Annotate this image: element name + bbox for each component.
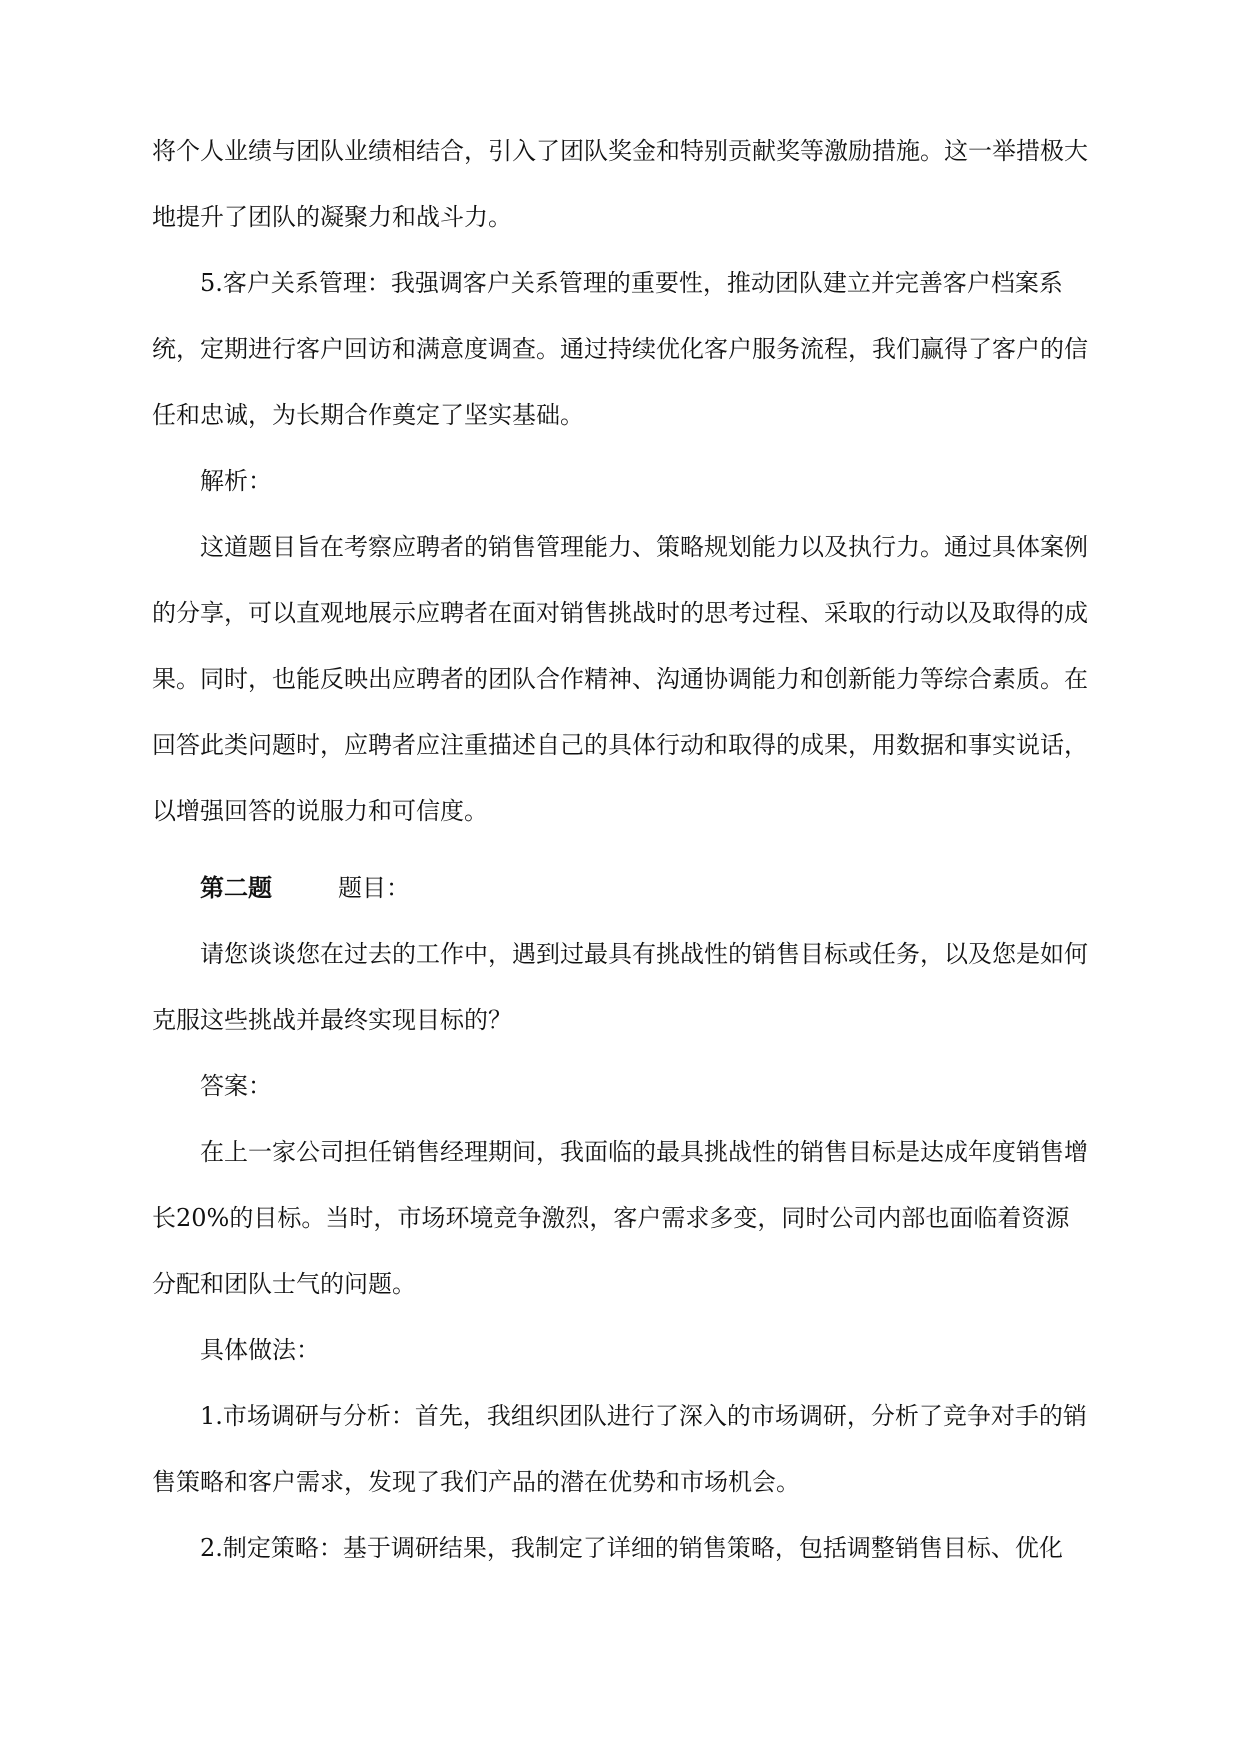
answer-label: 答案： [200, 1072, 272, 1100]
method-item-2: 2.制定策略：基于调研结果，我制定了详细的销售策略，包括调整销售目标、优化 [200, 1534, 1063, 1562]
method-label: 具体做法： [200, 1336, 320, 1364]
analysis-paragraph: 这道题目旨在考察应聘者的销售管理能力、策略规划能力以及执行力。通过具体案例的分享，可以直观地展示应聘者在面对销售挑战时的思考过程、采取的行动以及取得的成果。同时，也能反映出应聘者的团队合作精神、沟通协调能力和创新能力等综合素质。在回答此类问题时，应聘者应注重描述自己的具体行动和取得的成果，用数据和事实说话，以增强回答的说服力和可信度。 [152, 533, 1088, 825]
question-number: 第二题 [200, 873, 272, 902]
paragraph-customer-relationship: 5.客户关系管理：我强调客户关系管理的重要性，推动团队建立并完善客户档案系统，定期进行客户回访和满意度调查。通过持续优化客户服务流程，我们赢得了客户的信任和忠诚，为长期合作奠定了坚实基础。 [152, 269, 1088, 429]
question-label: 题目： [338, 874, 410, 902]
paragraph-team-incentive: 将个人业绩与团队业绩相结合，引入了团队奖金和特别贡献奖等激励措施。这一举措极大地提升了团队的凝聚力和战斗力。 [152, 137, 1088, 231]
answer-paragraph: 在上一家公司担任销售经理期间，我面临的最具挑战性的销售目标是达成年度销售增长20%的目标。当时，市场环境竞争激烈，客户需求多变，同时公司内部也面临着资源分配和团队士气的问题。 [152, 1138, 1088, 1298]
question-paragraph: 请您谈谈您在过去的工作中，遇到过最具有挑战性的销售目标或任务，以及您是如何克服这些挑战并最终实现目标的？ [152, 940, 1088, 1034]
method-item-1: 1.市场调研与分析：首先，我组织团队进行了深入的市场调研，分析了竞争对手的销售策略和客户需求，发现了我们产品的潜在优势和市场机会。 [152, 1402, 1087, 1496]
question-heading [200, 855, 410, 921]
analysis-label: 解析： [200, 467, 272, 495]
